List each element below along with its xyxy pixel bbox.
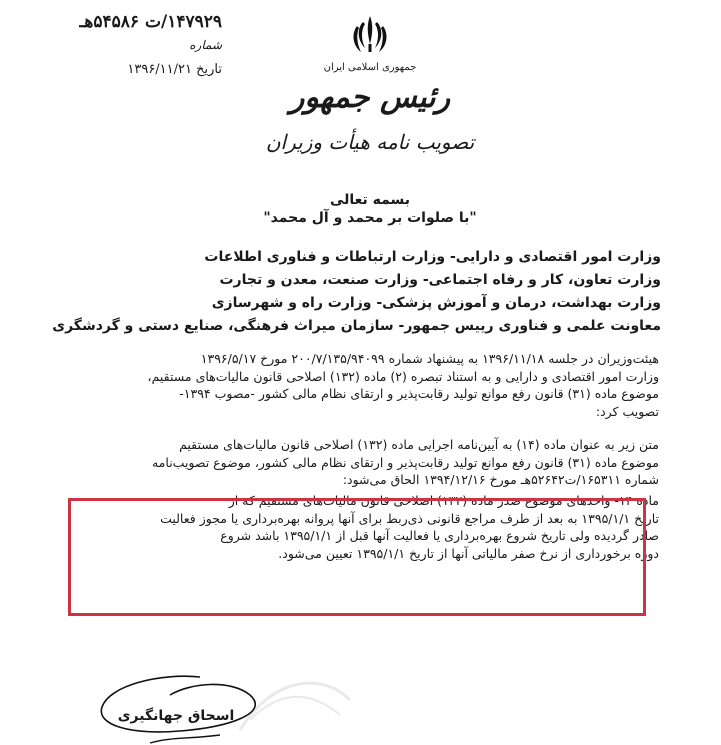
paragraph-line: هیئت‌وزیران در جلسه ۱۳۹۶/۱۱/۱۸ به پیشنهاد شماره ۲۰۰/۷/۱۳۵/۹۴۰۹۹ مورخ ۱۳۹۶/۵/۱۷ (200, 351, 659, 366)
bismillah: بسمه تعالی (329, 192, 411, 208)
cabinet-decree-title: تصویب نامه هیأت وزیران (265, 130, 475, 154)
paragraph-line: وزارت امور اقتصادی و دارایی و به استناد تبصره (۲) ماده (۱۳۲) اصلاحی قانون مالیات‌های مستقیم، (147, 368, 659, 384)
reference-block (12, 12, 222, 77)
paragraph-line: موضوع ماده (۳۱) قانون رفع موانع تولید رقابت‌پذیر و ارتقای نظام مالی کشور، موضوع تصویب‌نامه (151, 454, 659, 470)
signer-name: اسحاق جهانگیری (117, 708, 235, 724)
reference-number: ۱۴۷۹۲۹/ت ۵۴۵۸۶هـ (79, 12, 222, 32)
reference-label: شماره (189, 38, 222, 52)
signature-icon (80, 655, 290, 745)
paragraph-line: موضوع ماده (۳۱) قانون رفع موانع تولید رقابت‌پذیر و ارتقای نظام مالی کشور -مصوب ۱۳۹۴- (179, 386, 659, 401)
paragraph-line: ماده ۱۴- واحدهای موضوع صدر ماده (۱۳۲) اصلاحی قانون مالیات‌های مستقیم که از (228, 493, 659, 508)
amendment-paragraph (74, 436, 659, 489)
recipient-line: وزارت بهداشت، درمان و آموزش پزشکی- وزارت راه و شهرسازی (211, 295, 661, 311)
iran-emblem-icon (345, 10, 395, 60)
highlight-box (68, 498, 646, 616)
recipient-line: وزارت امور اقتصادی و دارایی- وزارت ارتباطات و فناوری اطلاعات (204, 249, 661, 265)
paragraph-line: صادر گردیده ولی تاریخ شروع بهره‌برداری یا فعالیت آنها قبل از ۱۳۹۵/۱/۱ باشد شروع (220, 528, 659, 543)
paragraph-line: دوره برخورداری از نرخ صفر مالیاتی آنها از تاریخ ۱۳۹۵/۱/۱ تعیین می‌شود. (278, 545, 659, 561)
recipient-line: وزارت تعاون، کار و رفاه اجتماعی- وزارت صنعت، معدن و تجارت (219, 272, 661, 288)
recipient-line: معاونت علمی و فناوری رییس جمهور- سازمان میراث فرهنگی، صنایع دستی و گردشگری (52, 318, 661, 334)
paragraph-line: متن زیر به عنوان ماده (۱۴) به آیین‌نامه اجرایی ماده (۱۳۲) اصلاحی قانون مالیات‌های مستقیم (179, 437, 659, 452)
salavat: "با صلوات بر محمد و آل محمد" (263, 210, 477, 226)
president-title: رئیس جمهور (289, 80, 451, 115)
paragraph-line: تاریخ ۱۳۹۵/۱/۱ به بعد از طرف مراجع قانونی ذی‌ربط برای آنها پروانه بهره‌برداری یا مجوز فعالیت (160, 510, 659, 526)
reference-date: تاریخ ۱۳۹۶/۱۱/۲۱ (127, 62, 222, 77)
paragraph-line: تصویب کرد: (595, 403, 659, 419)
decision-paragraph (74, 350, 659, 420)
recipients-list (52, 246, 661, 338)
paragraph-line: شماره ۱۶۵۳۱۱/ت۵۲۶۴۲هـ مورخ ۱۳۹۴/۱۲/۱۶ الحاق می‌شود: (342, 472, 659, 487)
republic-title: جمهوری اسلامی ایران (323, 62, 417, 73)
